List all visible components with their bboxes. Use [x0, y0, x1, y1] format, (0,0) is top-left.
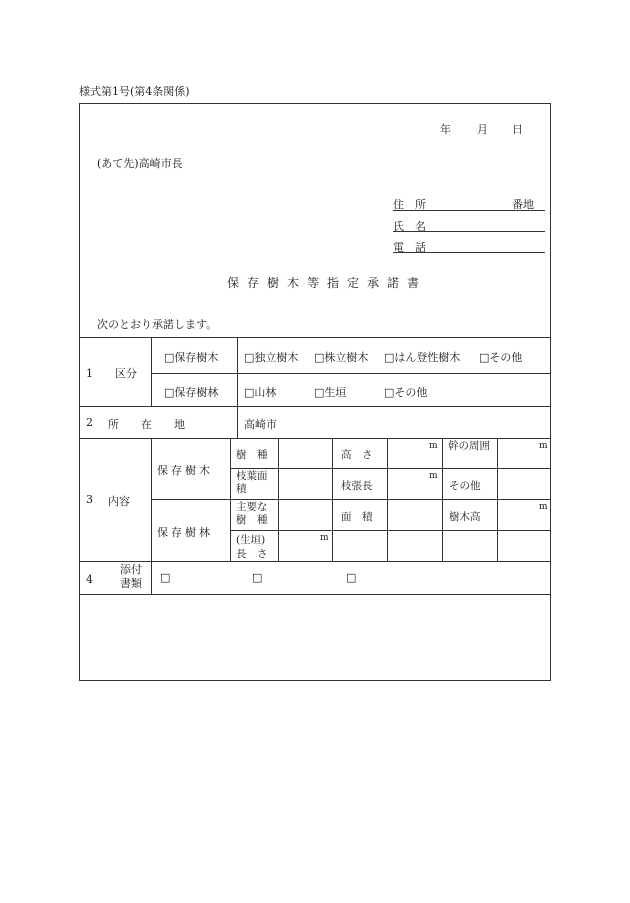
- row3-divider-f: [442, 438, 443, 561]
- trunk-girth-label: 幹の周囲: [448, 440, 490, 452]
- branch-length-label: 枝張長: [341, 480, 373, 492]
- row4-divider: [151, 561, 152, 594]
- row3-divider-g: [497, 438, 498, 561]
- table-top-line: [79, 337, 551, 338]
- row1-mid-line: [151, 373, 551, 374]
- species-label: 樹 種: [236, 449, 268, 461]
- checkbox-independent[interactable]: □独立樹木: [244, 351, 299, 364]
- address-label: 住 所: [393, 198, 426, 211]
- hedge-length-unit: m: [320, 533, 329, 543]
- intro-text: 次のとおり承諾します。: [97, 318, 218, 331]
- tree-height-unit: m: [539, 502, 548, 512]
- main-species-label: 主要な樹 種: [236, 501, 268, 526]
- checkbox-hedge[interactable]: □生垣: [314, 386, 347, 399]
- tree-section-label: 保存樹木: [157, 464, 213, 477]
- row3-number: 3: [86, 493, 93, 506]
- row1-divider-2: [237, 337, 238, 406]
- date-day: 日: [512, 123, 523, 136]
- date-year: 年: [440, 123, 451, 136]
- attachments-label: 添付書類: [120, 563, 142, 590]
- row3-bottom-line: [79, 561, 551, 562]
- length-label: 長 さ: [236, 548, 268, 560]
- checkbox-mountain[interactable]: □山林: [244, 386, 277, 399]
- hedge-label: (生垣): [236, 534, 266, 546]
- row3-divider-c: [278, 438, 279, 561]
- forest-section-label: 保存樹林: [157, 526, 213, 539]
- checkbox-clump[interactable]: □株立樹木: [314, 351, 369, 364]
- area-label: 面 積: [341, 511, 373, 523]
- date-month: 月: [477, 123, 488, 136]
- name-underline: [393, 231, 545, 232]
- phone-label: 電 話: [393, 241, 426, 254]
- banchi-label: 番地: [512, 198, 534, 211]
- phone-underline: [393, 252, 545, 253]
- checkbox-forest[interactable]: □保存樹林: [164, 386, 219, 399]
- attachment-checkbox-3[interactable]: □: [346, 571, 357, 584]
- row4-bottom-line: [79, 594, 551, 595]
- height-unit: m: [429, 441, 438, 451]
- row1-divider: [151, 337, 152, 406]
- row1-bottom-line: [79, 406, 551, 407]
- attachment-checkbox-2[interactable]: □: [252, 571, 263, 584]
- address-underline: [393, 210, 545, 211]
- row3-divider-a: [151, 438, 152, 561]
- other-label: その他: [449, 480, 481, 492]
- checkbox-forest-other[interactable]: □その他: [384, 386, 428, 399]
- row3-divider-e: [387, 438, 388, 561]
- row3-label: 内容: [108, 495, 130, 508]
- leaf-area-label: 枝葉面積: [236, 470, 268, 495]
- row3-line-2: [151, 499, 551, 500]
- attachment-checkbox-1[interactable]: □: [160, 571, 171, 584]
- document-title: 保存樹木等指定承諾書: [227, 276, 428, 290]
- name-label: 氏 名: [393, 220, 426, 233]
- location-value: 高崎市: [244, 418, 277, 431]
- branch-length-unit: m: [429, 471, 438, 481]
- girth-unit: m: [539, 441, 548, 451]
- row2-divider: [237, 406, 238, 438]
- row2-bottom-line: [79, 438, 551, 439]
- tree-height-label: 樹木高: [449, 511, 481, 523]
- checkbox-climbing[interactable]: □はん登性樹木: [384, 351, 461, 364]
- form-number: 様式第1号(第4条関係): [79, 85, 190, 98]
- checkbox-tree[interactable]: □保存樹木: [164, 351, 219, 364]
- addressee: (あて先)高崎市長: [97, 157, 183, 170]
- row3-divider-d: [332, 438, 333, 561]
- height-label: 高 さ: [341, 449, 373, 461]
- row2-number: 2: [86, 416, 93, 429]
- row4-number: 4: [86, 573, 93, 586]
- row3-divider-b: [230, 438, 231, 561]
- checkbox-tree-other[interactable]: □その他: [479, 351, 523, 364]
- row2-label: 所 在 地: [108, 418, 185, 431]
- row1-label: 1 区分: [86, 367, 137, 380]
